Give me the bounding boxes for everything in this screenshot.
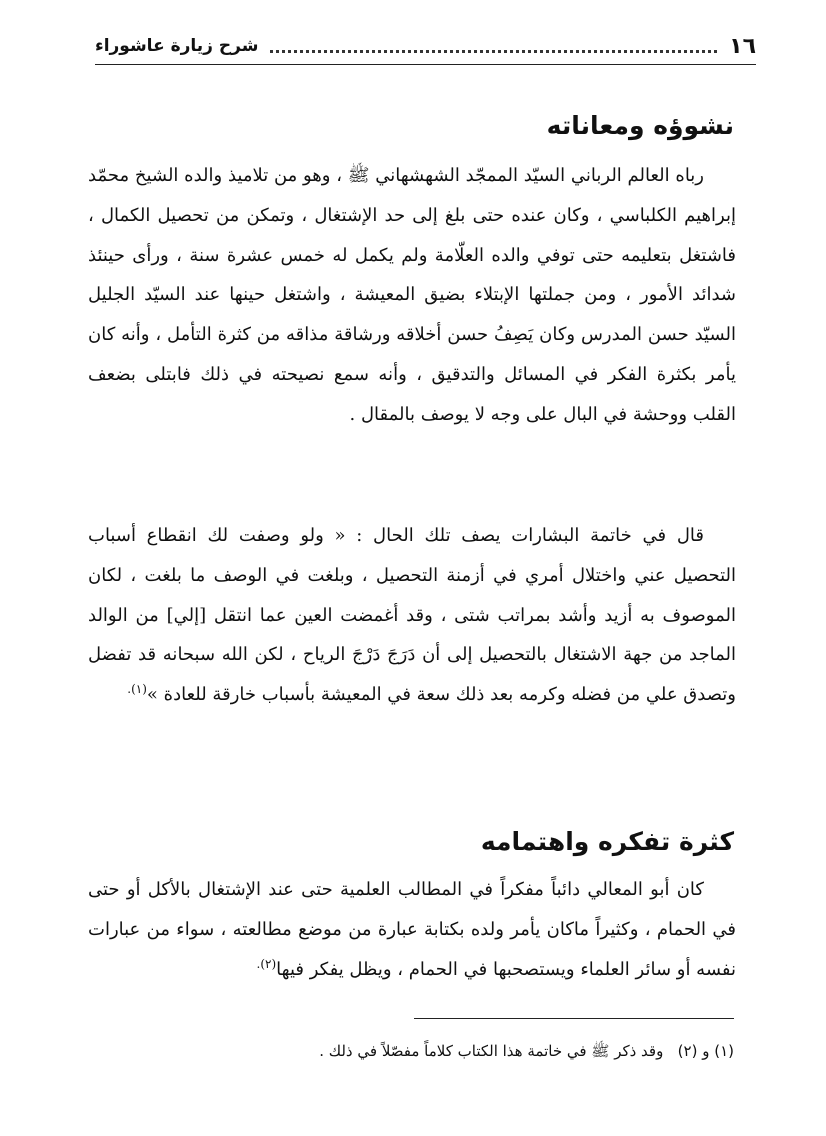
footnote-text: وقد ذكر ﷺ في خاتمة هذا الكتاب كلاماً مفصّلاً في ذلك . xyxy=(319,1042,664,1060)
paragraph-contemplation xyxy=(88,870,736,989)
footnote-reference: (١). xyxy=(127,682,147,697)
running-header xyxy=(95,28,756,65)
footnote xyxy=(120,1038,734,1064)
section-heading-upbringing: نشوؤه ومعاناته xyxy=(546,110,734,140)
footnote-markers: (١) و (٢) xyxy=(677,1042,734,1060)
paragraph-text: قال في خاتمة البشارات يصف تلك الحال : « ولو وصفت لك انقطاع أسباب التحصيل عني واختلال أمري في أزمنة التحصيل ، وبلغت في الوصف ما بلغت ، لكان الموصوف به أزيد وأشد بمراتب شتى ، وقد أغمضت العين عما انتقل [إلي] من الوالد الماجد من جهة الاشتغال بالتحصيل إلى أن دَرَجَ دَرْجَ الرياح ، لكن الله سبحانه قد تفضل وتصدق علي من فضله وكرمه بعد ذلك سعة في المعيشة بأسباب خارقة للعادة » xyxy=(88,525,736,706)
paragraph-text: رباه العالم الرباني السيّد الممجّد الشهشهاني ﷺ ، وهو من تلاميذ والده الشيخ محمّد إبراهيم الكلباسي ، وكان عنده حتى بلغ إلى حد الإشتغال ، وتمكن من تحصيل الكمال ، فاشتغل بتعليمه حتى توفي والده العلّامة ولم يكمل له خمس عشرة سنة ، ورأى حينئذ شدائد الأمور ، ومن جملتها الإبتلاء بضيق المعيشة ، واشتغل حينها عند السيّد الجليل السيّد حسن المدرس وكان يَصِفُ حسن أخلاقه ورشاقة مذاقه من كثرة التأمل ، وأنه كان يأمر بكثرة الفكر في المسائل والتدقيق ، وأنه سمع نصيحته في ذلك فابتلى بضعف القلب ووحشة في البال على وجه لا يوصف بالمقال . xyxy=(88,165,736,425)
section-heading-contemplation: كثرة تفكره واهتمامه xyxy=(480,826,734,856)
paragraph-quote xyxy=(88,516,736,715)
header-dot-leader xyxy=(270,40,717,53)
book-title: شرح زيارة عاشوراء xyxy=(95,36,259,56)
footnote-reference: (٢). xyxy=(256,956,277,971)
paragraph-text: كان أبو المعالي دائباً مفكراً في المطالب العلمية حتى عند الإشتغال بالأكل أو حتى في الحمام ، وكثيراً ماكان يأمر ولده بكتابة عبارة من موضع مطالعته ، سواء من عبارات نفسه أو سائر العلماء ويستصحبها في الحمام ، ويظل يفكر فيها xyxy=(88,879,736,980)
footnote-separator xyxy=(414,1018,734,1019)
paragraph-upbringing xyxy=(88,156,736,435)
page-number: ١٦ xyxy=(729,33,756,59)
